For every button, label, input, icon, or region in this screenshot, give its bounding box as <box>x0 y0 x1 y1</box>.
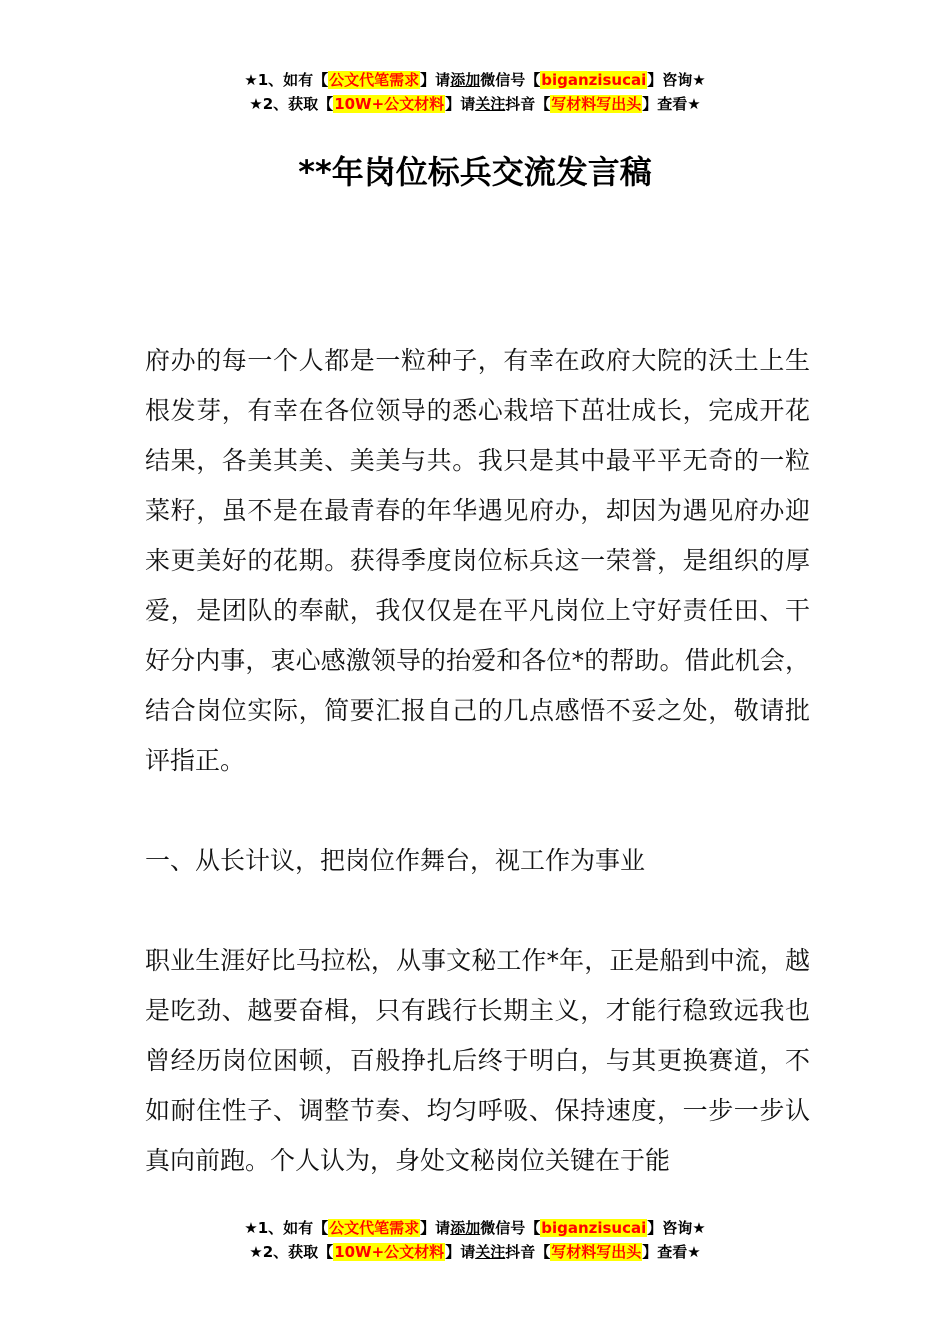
banner-text: 】请 <box>420 71 451 89</box>
banner-text: ★2、获取【 <box>249 95 334 113</box>
banner-text: 】查看★ <box>642 1243 701 1261</box>
banner-line-2 <box>0 1240 950 1264</box>
banner-text: ★1、如有【 <box>244 71 329 89</box>
banner-text: 】咨询★ <box>647 1219 706 1237</box>
banner-underlined: 关注 <box>475 95 506 113</box>
banner-line-1 <box>0 1216 950 1240</box>
banner-underlined: 添加 <box>450 71 481 89</box>
banner-text: ★2、获取【 <box>249 1243 334 1261</box>
banner-text: ★1、如有【 <box>244 1219 329 1237</box>
banner-text: 微信号【 <box>480 71 541 89</box>
banner-highlight: 写材料写出头 <box>551 1243 642 1261</box>
banner-highlight: biganzisucai <box>541 71 647 89</box>
footer-banner <box>0 1216 950 1264</box>
paragraph-section-1: 职业生涯好比马拉松，从事文秘工作*年，正是船到中流，越是吃劲、越要奋楫，只有践行长期主义，才能行稳致远我也曾经历岗位困顿，百般挣扎后终于明白，与其更换赛道，不如耐住性子、调整节奏、均匀呼吸、保持速度，一步一步认真向前跑。个人认为，身处文秘岗位关键在于能 <box>145 946 810 1175</box>
banner-highlight: 写材料写出头 <box>551 95 642 113</box>
paragraph-intro: 府办的每一个人都是一粒种子，有幸在政府大院的沃土上生根发芽，有幸在各位领导的悉心栽培下茁壮成长，完成开花结果，各美其美、美美与共。我只是其中最平平无奇的一粒菜籽，虽不是在最青春的年华遇见府办，却因为遇见府办迎来更美好的花期。获得季度岗位标兵这一荣誉，是组织的厚爱，是团队的奉献，我仅仅是在平凡岗位上守好责任田、干好分内事，衷心感激领导的抬爱和各位*的帮助。借此机会，结合岗位实际，简要汇报自己的几点感悟不妥之处，敬请批评指正。 <box>145 346 810 775</box>
banner-text: 】请 <box>445 1243 476 1261</box>
banner-line-1 <box>0 68 950 92</box>
banner-text: 】请 <box>445 95 476 113</box>
banner-line-2 <box>0 92 950 116</box>
banner-highlight: 10W+公文材料 <box>334 95 445 113</box>
document-title: **年岗位标兵交流发言稿 <box>298 153 652 191</box>
section-heading-1: 一、从长计议，把岗位作舞台，视工作为事业 <box>145 846 646 875</box>
banner-text: 】请 <box>420 1219 451 1237</box>
banner-text: 微信号【 <box>480 1219 541 1237</box>
banner-highlight: 10W+公文材料 <box>334 1243 445 1261</box>
banner-highlight: 公文代笔需求 <box>329 71 420 89</box>
banner-text: 】查看★ <box>642 95 701 113</box>
banner-text: 抖音【 <box>505 1243 551 1261</box>
banner-text: 抖音【 <box>505 95 551 113</box>
banner-underlined: 添加 <box>450 1219 481 1237</box>
banner-highlight: biganzisucai <box>541 1219 647 1237</box>
banner-underlined: 关注 <box>475 1243 506 1261</box>
banner-text: 】咨询★ <box>647 71 706 89</box>
header-banner <box>0 68 950 116</box>
banner-highlight: 公文代笔需求 <box>329 1219 420 1237</box>
